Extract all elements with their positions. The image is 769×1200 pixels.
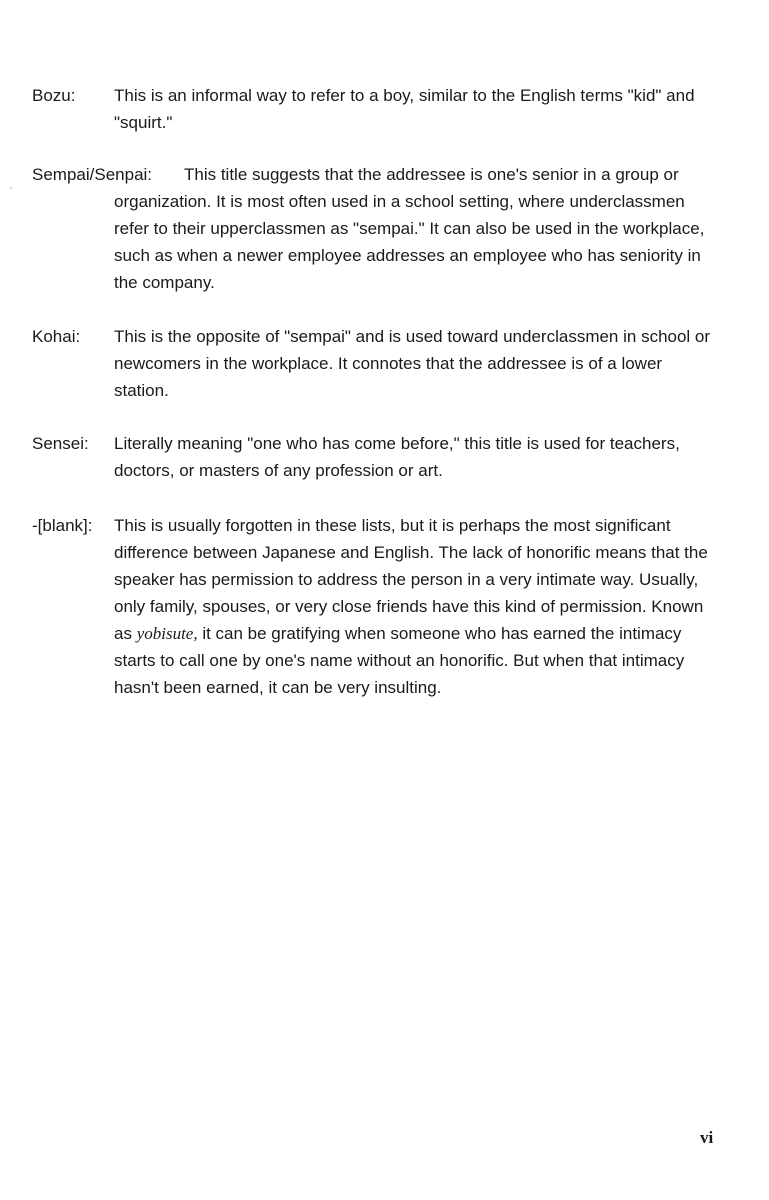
definition-sensei: Literally meaning "one who has come before," this title is used for teachers, doctors, or masters of any profession or art. (114, 434, 680, 480)
scan-artifact (10, 187, 12, 189)
term-kohai: Kohai: (32, 327, 81, 346)
definition-blank-part1: This is usually forgotten in these lists, but it is perhaps the most significant difference between Japanese and English. The lack of honorific means that the speaker has permission to address the person in a very intimate way. Usually, only family, spouses, or very close friends have this kind of permission. Known as (114, 516, 708, 643)
term-blank: -[blank]: (32, 516, 93, 535)
definition-bozu: This is an informal way to refer to a boy, similar to the English terms "kid" and "squirt." (114, 86, 695, 132)
definition-sempai: This title suggests that the addressee is one's senior in a group or organization. It is most often used in a school setting, where underclassmen refer to their upperclassmen as "sempai." It can also be used in the workplace, such as when a newer employee addresses an employee who has seniority in the company. (114, 165, 705, 292)
definition-blank-part2: it can be gratifying when someone who has earned the intimacy starts to call one by one's name without an honorific. But when that intimacy hasn't been earned, it can be very insulting. (114, 624, 685, 697)
term-sempai: Sempai/Senpai: (32, 165, 153, 184)
glossary-entry-blank (32, 512, 712, 732)
glossary-entry-kohai (32, 323, 712, 413)
glossary-entry-sempai (32, 161, 712, 301)
definition-kohai: This is the opposite of "sempai" and is used toward underclassmen in school or newcomers in the workplace. It connotes that the addressee is of a lower station. (114, 327, 711, 400)
glossary-entry-bozu (32, 82, 712, 142)
term-sensei: Sensei: (32, 434, 89, 453)
glossary-entry-sensei (32, 430, 712, 490)
page-number: vi (700, 1128, 714, 1147)
term-bozu: Bozu: (32, 86, 76, 105)
definition-blank-emphasis: yobisute, (136, 624, 198, 643)
definition-blank (114, 512, 712, 701)
